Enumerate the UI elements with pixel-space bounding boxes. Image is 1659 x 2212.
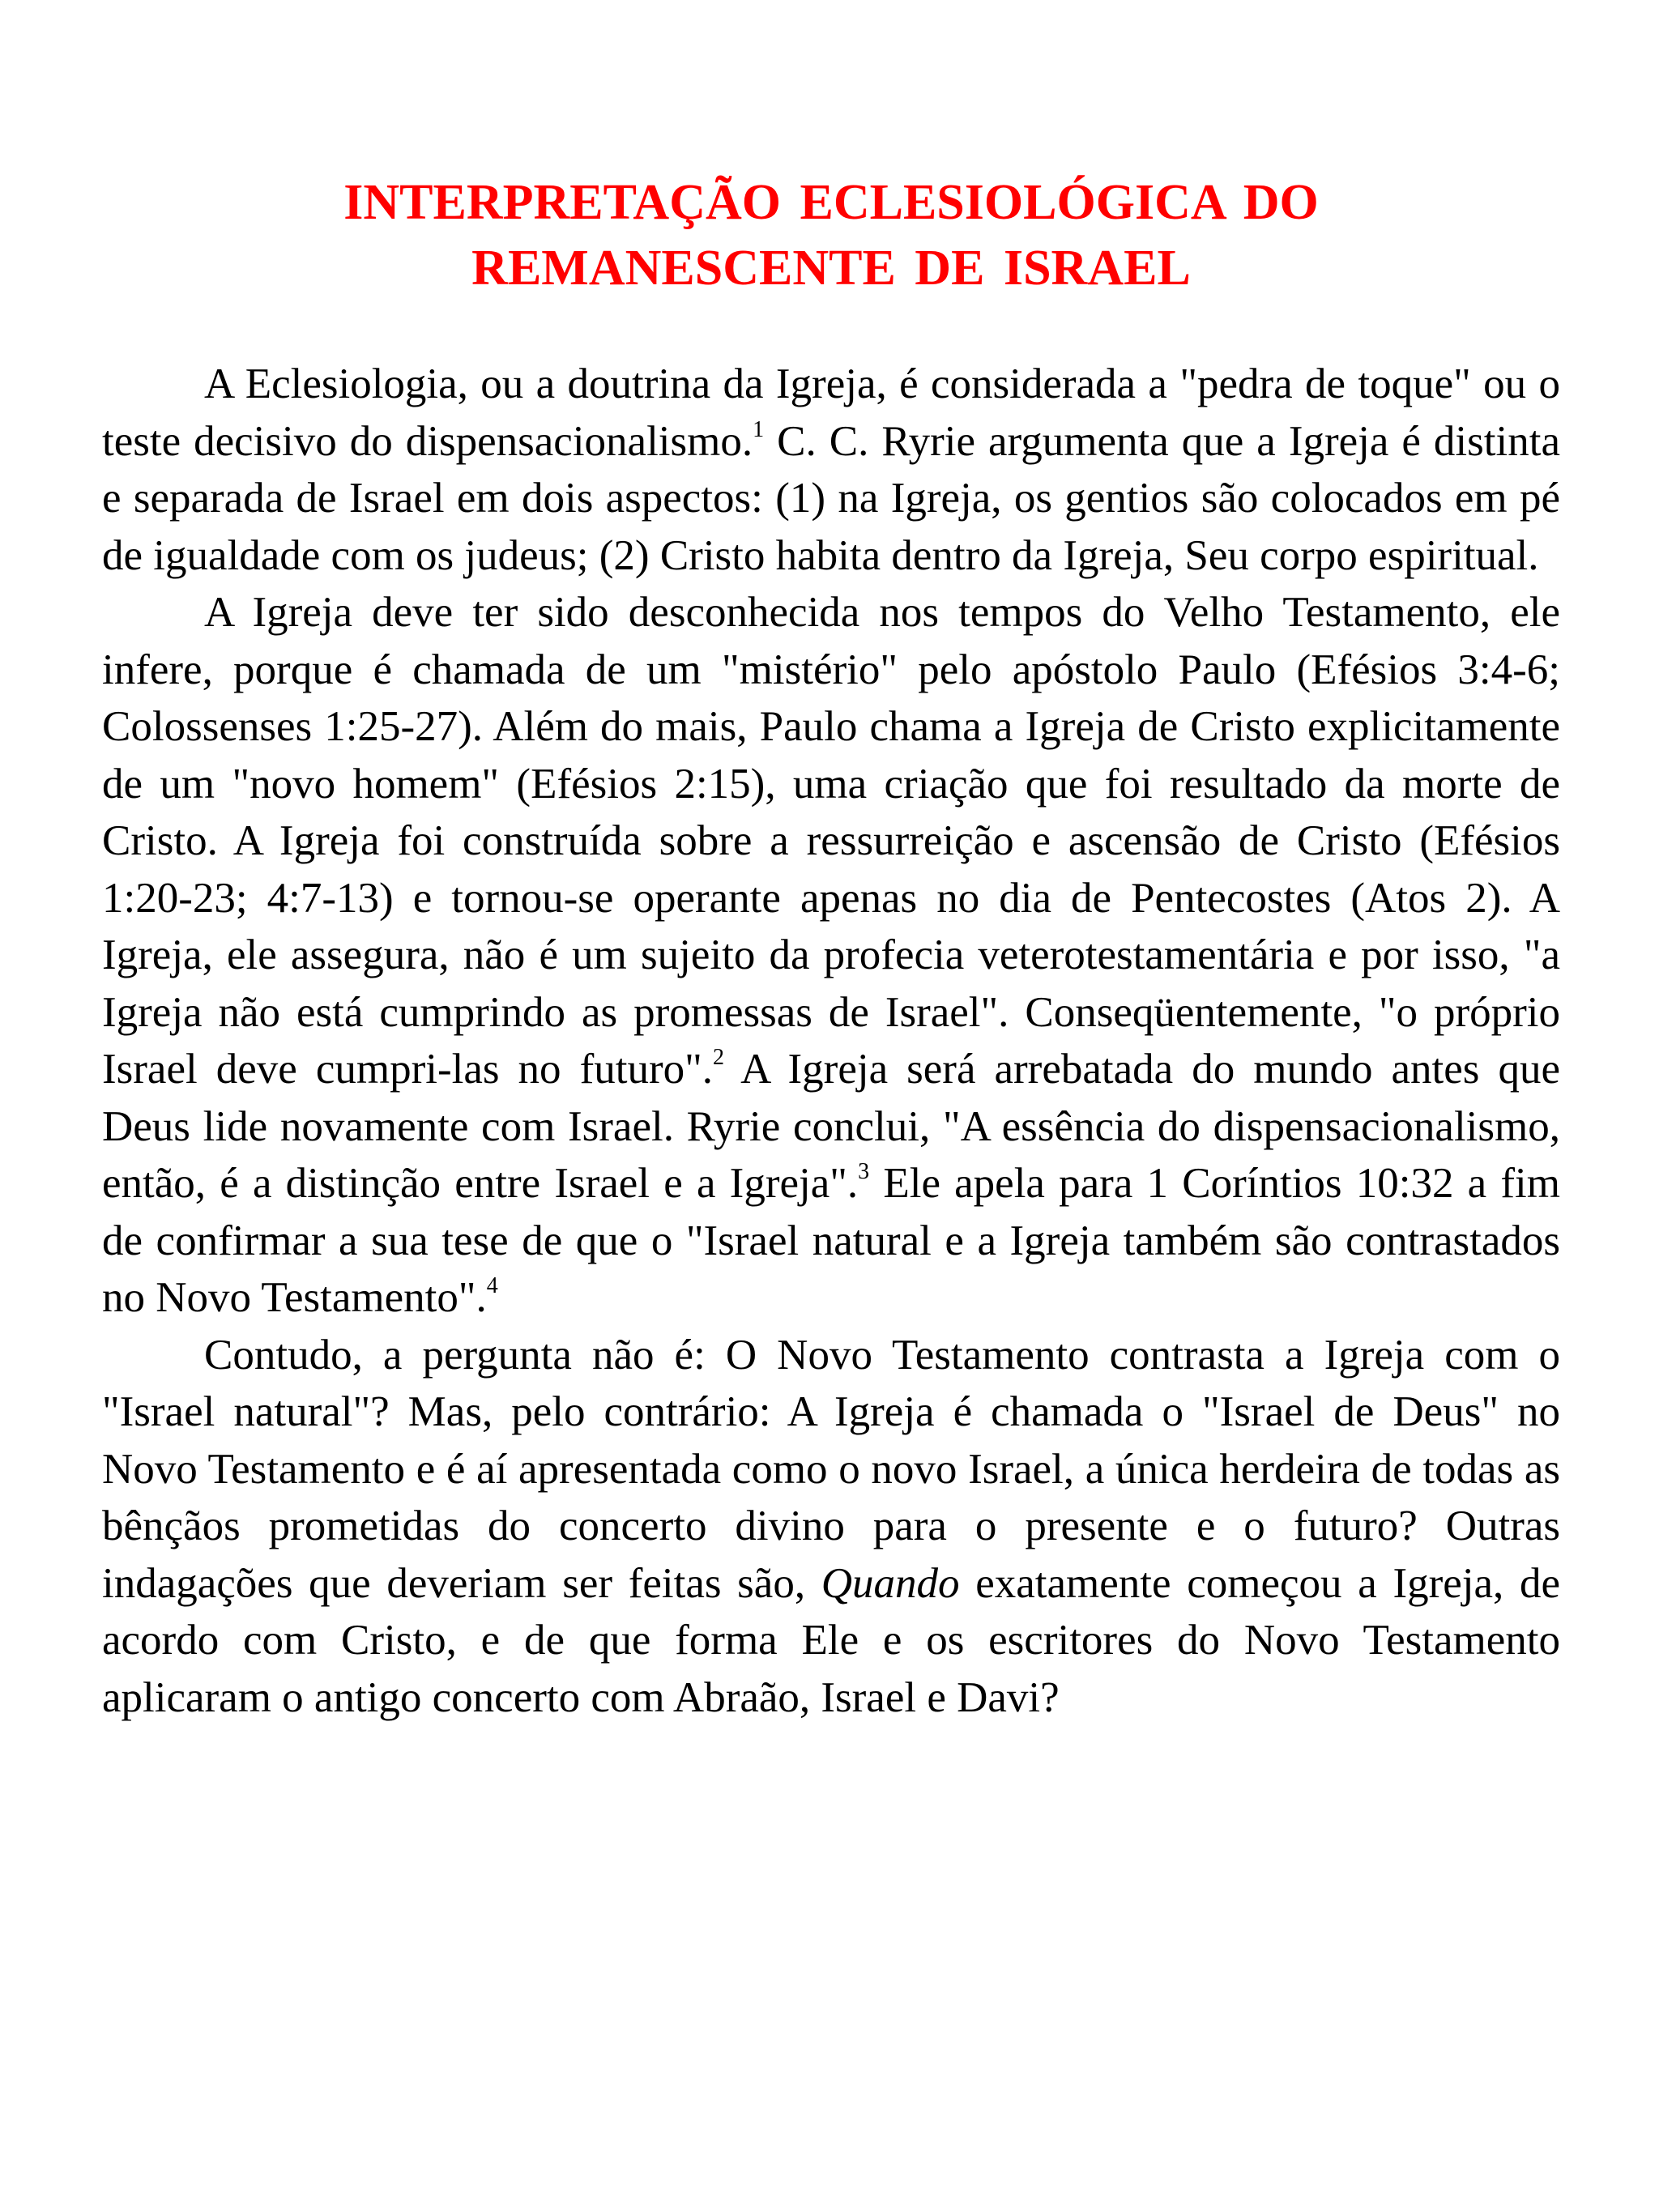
text-run: A Igreja deve ter sido desconhecida nos tempos do Velho Testamento, ele infere, porque é chamada de um "mistério" pelo apóstolo Paulo (Efésios 3:4-6; Colossenses 1:25-27). Além do mais, Paulo chama a Igreja de Cristo explicitamente de um "novo homem" (Efésios 2:15), uma criação que foi resultado da morte de Cristo. A Igreja foi construída sobre a ressurreição e ascensão de Cristo (Efésios 1:20-23; 4:7-13) e tornou-se operante apenas no dia de Pentecostes (Atos 2). A Igreja, ele assegura, não é um sujeito da profecia veterotestamentária e por isso, "a Igreja não está cumprindo as promessas de Israel". Conseqüentemente, "o próprio Israel deve cumpri-las no futuro". bbox=[102, 589, 1560, 1093]
paragraph-2 bbox=[102, 584, 1560, 1327]
footnote-ref-4: 4 bbox=[486, 1273, 498, 1299]
text-run: A Igreja será arrebatada do mundo antes que Deus lide novamente com Israel. Ryrie conclui, "A essência do dispensacionalismo, então, é a distinção entre Israel e a Igreja". bbox=[102, 1046, 1560, 1207]
title-line-1: INTERPRETAÇÃO ECLESIOLÓGICA DO bbox=[343, 175, 1319, 230]
emphasis-quando: Quando bbox=[821, 1559, 960, 1607]
text-run: C. C. Ryrie argumenta que a Igreja é distinta e separada de Israel em dois aspectos: (1) na Igreja, os gentios são colocados em pé de igualdade com os judeus; (2) Cristo habita dentro da Igreja, Seu corpo espiritual. bbox=[102, 417, 1560, 579]
footnote-ref-3: 3 bbox=[858, 1159, 870, 1185]
footnote-ref-2: 2 bbox=[713, 1045, 724, 1071]
document-page bbox=[102, 170, 1560, 1726]
document-body bbox=[102, 356, 1560, 1726]
text-run: Ele apela para 1 Coríntios 10:32 a fim de confirmar a sua tese de que o "Israel natural e a Igreja também são contrastados no Novo Testamento". bbox=[102, 1160, 1560, 1321]
title-line-2: REMANESCENTE DE ISRAEL bbox=[471, 241, 1191, 296]
footnote-ref-1: 1 bbox=[753, 416, 765, 442]
page-title bbox=[102, 170, 1560, 301]
text-run: A Eclesiologia, ou a doutrina da Igreja, é considerada a "pedra de toque" ou o teste decisivo do dispensacionalismo. bbox=[102, 360, 1560, 465]
paragraph-1 bbox=[102, 356, 1560, 584]
text-run: exatamente começou a Igreja, de acordo com Cristo, e de que forma Ele e os escritores do Novo Testamento aplicaram o antigo concerto com Abraão, Israel e Davi? bbox=[102, 1559, 1560, 1721]
text-run: Contudo, a pergunta não é: O Novo Testamento contrasta a Igreja com o "Israel natural"? Mas, pelo contrário: A Igreja é chamada o "Israel de Deus" no Novo Testamento e é aí apresentada como o novo Israel, a única herdeira de todas as bênçãos prometidas do concerto divino para o presente e o futuro? Outras indagações que deveriam ser feitas são, bbox=[102, 1331, 1560, 1607]
paragraph-3 bbox=[102, 1327, 1560, 1727]
